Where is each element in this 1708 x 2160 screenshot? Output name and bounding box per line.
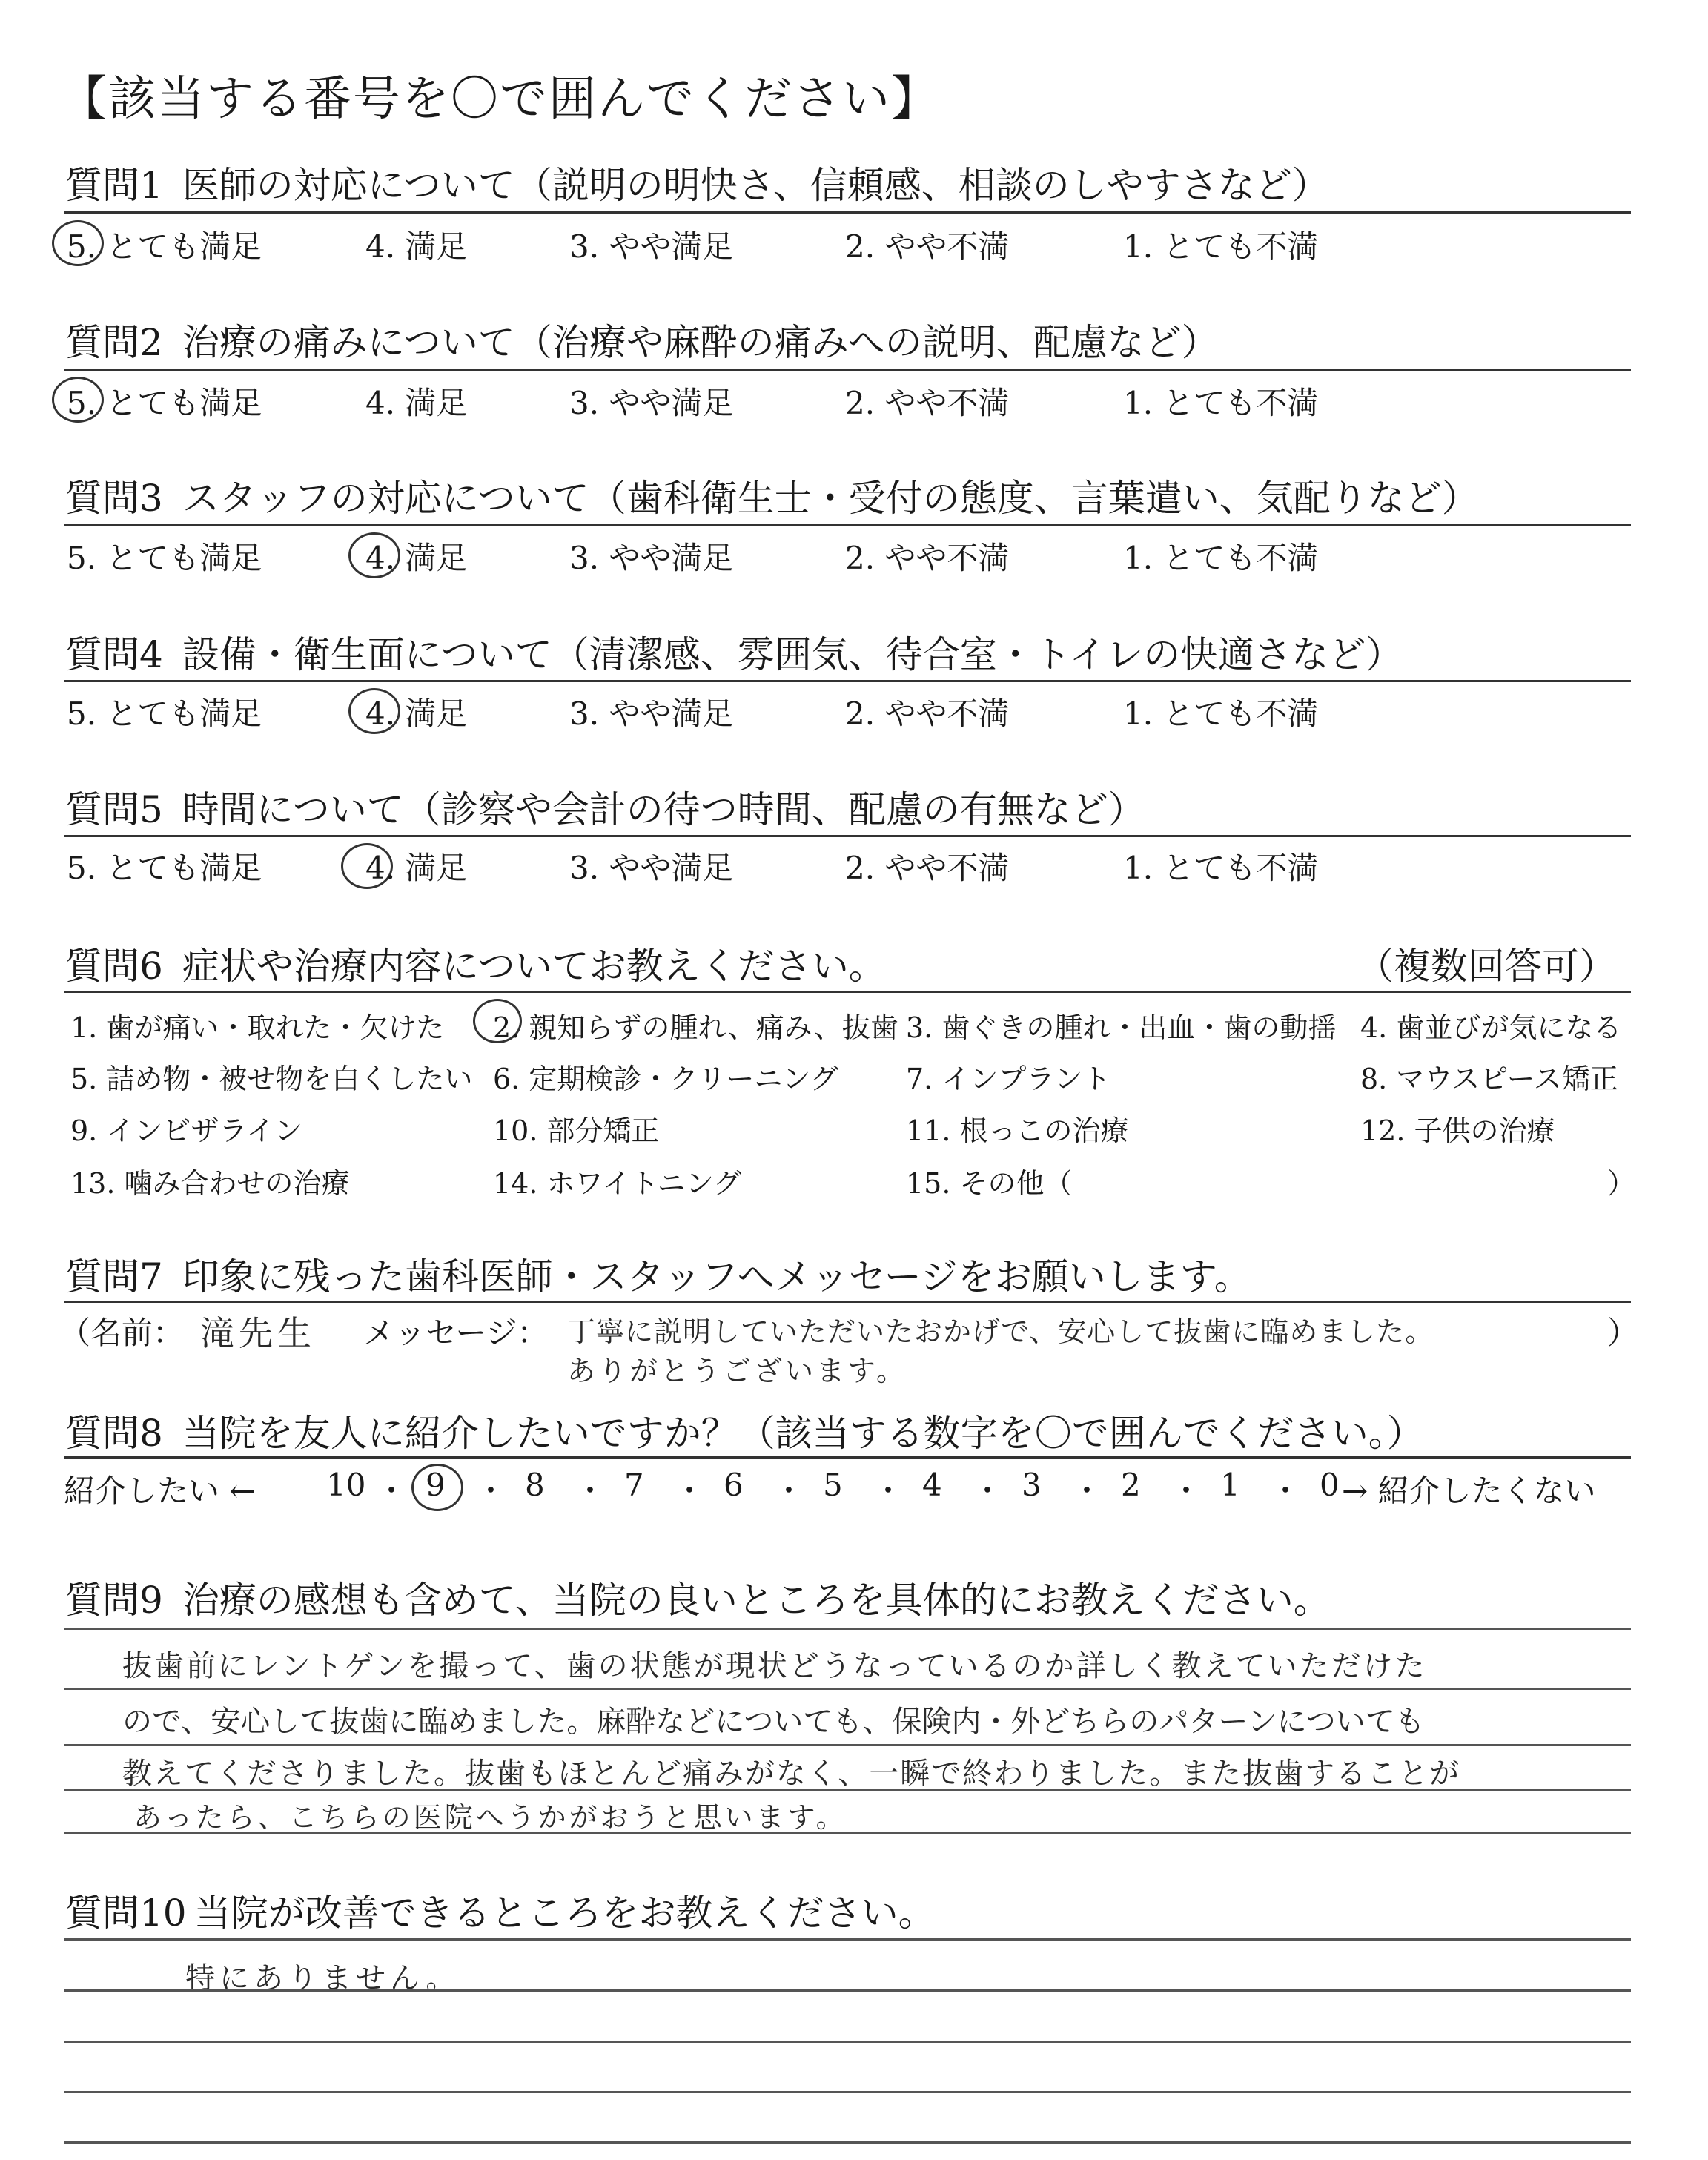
- name-label: （名前：: [59, 1315, 185, 1351]
- q6-item-11[interactable]: 11. 根っこの治療: [906, 1114, 1129, 1147]
- answer-line: [64, 1744, 1631, 1746]
- q2-option-4[interactable]: 4. 満足: [365, 385, 468, 421]
- scale-value-5[interactable]: 5: [823, 1467, 843, 1503]
- divider: [64, 680, 1631, 682]
- message-line-1[interactable]: 丁寧に説明していただいたおかげで、安心して抜歯に臨めました。: [567, 1315, 1434, 1348]
- divider: [64, 1456, 1631, 1459]
- q5-option-3[interactable]: 3. やや満足: [569, 850, 734, 886]
- q5-option-2[interactable]: 2. やや不満: [845, 850, 1010, 886]
- q6-item-12[interactable]: 12. 子供の治療: [1360, 1114, 1555, 1147]
- divider: [64, 1938, 1631, 1941]
- scale-separator: ・: [376, 1473, 408, 1509]
- recommend-right-label: → 紹介したくない: [1342, 1473, 1596, 1509]
- q6-item-14[interactable]: 14. ホワイトニング: [493, 1167, 742, 1200]
- scale-value-7[interactable]: 7: [624, 1467, 644, 1503]
- divider: [64, 1301, 1631, 1303]
- question-number: 質問4: [65, 633, 163, 676]
- scale-separator: ・: [972, 1473, 1004, 1509]
- q4-option-4[interactable]: 4. 満足: [365, 696, 468, 732]
- answer-line: [64, 2141, 1631, 2144]
- question-number: 質問2: [65, 321, 163, 364]
- question-number: 質問9: [65, 1579, 163, 1622]
- q1-option-5[interactable]: 5. とても満足: [67, 228, 262, 265]
- q6-item-13[interactable]: 13. 噛み合わせの治療: [70, 1167, 350, 1200]
- question-text: 治療の痛みについて（治療や麻酔の痛みへの説明、配慮など）: [182, 321, 1219, 364]
- question-text: 医師の対応について（説明の明快さ、信頼感、相談のしやすさなど）: [182, 164, 1329, 207]
- q6-item-15[interactable]: 15. その他（: [906, 1167, 1073, 1200]
- divider: [64, 369, 1631, 371]
- question-text: 時間について（診察や会計の待つ時間、配慮の有無など）: [182, 788, 1145, 831]
- scale-separator: ・: [674, 1473, 706, 1509]
- q9-answer-line-4[interactable]: あったら、こちらの医院へうかがおうと思います。: [133, 1801, 847, 1834]
- divider: [64, 211, 1631, 214]
- recommend-left-label: 紹介したい ←: [64, 1473, 256, 1509]
- message-close: ）: [1607, 1315, 1639, 1351]
- q6-item-4[interactable]: 4. 歯並びが気になる: [1360, 1011, 1622, 1044]
- page-title: 【該当する番号を〇で囲んでください】: [59, 72, 940, 127]
- q3-option-5[interactable]: 5. とても満足: [67, 540, 262, 576]
- scale-value-1[interactable]: 1: [1220, 1467, 1240, 1503]
- scale-value-9[interactable]: 9: [426, 1467, 446, 1503]
- q3-option-4[interactable]: 4. 満足: [365, 540, 468, 576]
- question-6: [65, 937, 886, 990]
- q5-option-1[interactable]: 1. とても不満: [1123, 850, 1319, 886]
- q6-item-7[interactable]: 7. インプラント: [906, 1063, 1111, 1095]
- answer-line: [64, 2041, 1631, 2043]
- q5-option-4[interactable]: 4. 満足: [365, 850, 468, 886]
- scale-separator: ・: [1071, 1473, 1103, 1509]
- q3-option-2[interactable]: 2. やや不満: [845, 540, 1010, 576]
- scale-value-6[interactable]: 6: [724, 1467, 744, 1503]
- q2-option-5[interactable]: 5. とても満足: [67, 385, 262, 421]
- q9-answer-line-2[interactable]: ので、安心して抜歯に臨めました。麻酔などについても、保険内・外どちらのパターンについても: [122, 1705, 1425, 1739]
- q6-item-3[interactable]: 3. 歯ぐきの腫れ・出血・歯の動揺: [906, 1011, 1337, 1044]
- question-number: 質問10: [65, 1892, 187, 1935]
- scale-value-8[interactable]: 8: [525, 1467, 545, 1503]
- q6-item-8[interactable]: 8. マウスピース矯正: [1360, 1063, 1618, 1095]
- scale-separator: ・: [773, 1473, 805, 1509]
- q6-item-9[interactable]: 9. インビザライン: [70, 1114, 303, 1147]
- scale-separator: ・: [873, 1473, 904, 1509]
- question-4: [65, 625, 1403, 678]
- answer-line: [64, 1989, 1631, 1992]
- question-7: [65, 1247, 1251, 1301]
- name-value[interactable]: 滝先生: [200, 1313, 316, 1353]
- question-text: スタッフの対応について（歯科衛生士・受付の態度、言葉遣い、気配りなど）: [182, 477, 1479, 520]
- q9-answer-line-3[interactable]: 教えてくださりました。抜歯もほとんど痛みがなく、一瞬で終わりました。また抜歯することが: [122, 1757, 1461, 1791]
- q4-option-1[interactable]: 1. とても不満: [1123, 696, 1319, 732]
- message-label: メッセージ：: [363, 1315, 549, 1351]
- scale-value-4[interactable]: 4: [922, 1467, 942, 1503]
- question-number: 質問5: [65, 788, 163, 831]
- question-number: 質問6: [65, 945, 163, 988]
- divider: [64, 991, 1631, 993]
- question-text: 当院を友人に紹介したいですか？（該当する数字を〇で囲んでください。）: [182, 1412, 1424, 1455]
- question-9: [65, 1571, 1331, 1624]
- scale-value-3[interactable]: 3: [1022, 1467, 1042, 1503]
- q9-answer-line-1[interactable]: 抜歯前にレントゲンを撮って、歯の状態が現状どうなっているのか詳しく教えていただけた: [122, 1649, 1427, 1683]
- question-5: [65, 780, 1145, 833]
- scale-value-2[interactable]: 2: [1121, 1467, 1141, 1503]
- q6-item-1[interactable]: 1. 歯が痛い・取れた・欠けた: [70, 1011, 445, 1044]
- q4-option-2[interactable]: 2. やや不満: [845, 696, 1010, 732]
- q4-option-5[interactable]: 5. とても満足: [67, 696, 262, 732]
- q6-item-6[interactable]: 6. 定期検診・クリーニング: [493, 1063, 838, 1095]
- question-number: 質問3: [65, 477, 163, 520]
- question-number: 質問1: [65, 164, 163, 207]
- question-text: 設備・衛生面について（清潔感、雰囲気、待合室・トイレの快適さなど）: [182, 633, 1403, 676]
- q1-option-1[interactable]: 1. とても不満: [1123, 228, 1319, 265]
- question-3: [65, 469, 1479, 522]
- question-number: 質問7: [65, 1255, 163, 1298]
- question-text: 当院が改善できるところをお教えください。: [193, 1892, 936, 1935]
- scale-separator: ・: [1171, 1473, 1202, 1509]
- q6-item-15-close: ）: [1607, 1167, 1636, 1200]
- divider: [64, 1628, 1631, 1630]
- question-text: 治療の感想も含めて、当院の良いところを具体的にお教えください。: [182, 1579, 1331, 1622]
- q1-option-2[interactable]: 2. やや不満: [845, 228, 1010, 265]
- question-1: [65, 156, 1329, 209]
- q10-answer[interactable]: 特にありません。: [185, 1961, 460, 1995]
- q1-option-3[interactable]: 3. やや満足: [569, 228, 734, 265]
- question-2: [65, 313, 1219, 366]
- q2-option-2[interactable]: 2. やや不満: [845, 385, 1010, 421]
- divider: [64, 835, 1631, 837]
- multi-answer-note: （複数回答可）: [1357, 945, 1616, 988]
- q6-item-5[interactable]: 5. 詰め物・被せ物を白くしたい: [70, 1063, 473, 1095]
- q3-option-3[interactable]: 3. やや満足: [569, 540, 734, 576]
- message-line-2[interactable]: ありがとうございます。: [567, 1355, 907, 1387]
- question-number: 質問8: [65, 1412, 163, 1455]
- scale-separator: ・: [1270, 1473, 1302, 1509]
- scale-separator: ・: [575, 1473, 606, 1509]
- q1-option-4[interactable]: 4. 満足: [365, 228, 468, 265]
- q4-option-3[interactable]: 3. やや満足: [569, 696, 734, 732]
- answer-line: [64, 1688, 1631, 1690]
- q5-option-5[interactable]: 5. とても満足: [67, 850, 262, 886]
- divider: [64, 524, 1631, 526]
- answer-line: [64, 2091, 1631, 2093]
- q6-item-2[interactable]: 2. 親知らずの腫れ、痛み、抜歯: [493, 1011, 898, 1044]
- question-8: [65, 1404, 1424, 1457]
- q2-option-3[interactable]: 3. やや満足: [569, 385, 734, 421]
- question-10: [65, 1883, 936, 1937]
- scale-value-0[interactable]: 0: [1320, 1467, 1340, 1503]
- q6-item-10[interactable]: 10. 部分矯正: [493, 1114, 660, 1147]
- scale-separator: ・: [475, 1473, 507, 1509]
- q2-option-1[interactable]: 1. とても不満: [1123, 385, 1319, 421]
- scale-value-10[interactable]: 10: [326, 1467, 366, 1503]
- question-text: 症状や治療内容についてお教えください。: [182, 945, 886, 988]
- question-text: 印象に残った歯科医師・スタッフへメッセージをお願いします。: [182, 1255, 1251, 1298]
- q3-option-1[interactable]: 1. とても不満: [1123, 540, 1319, 576]
